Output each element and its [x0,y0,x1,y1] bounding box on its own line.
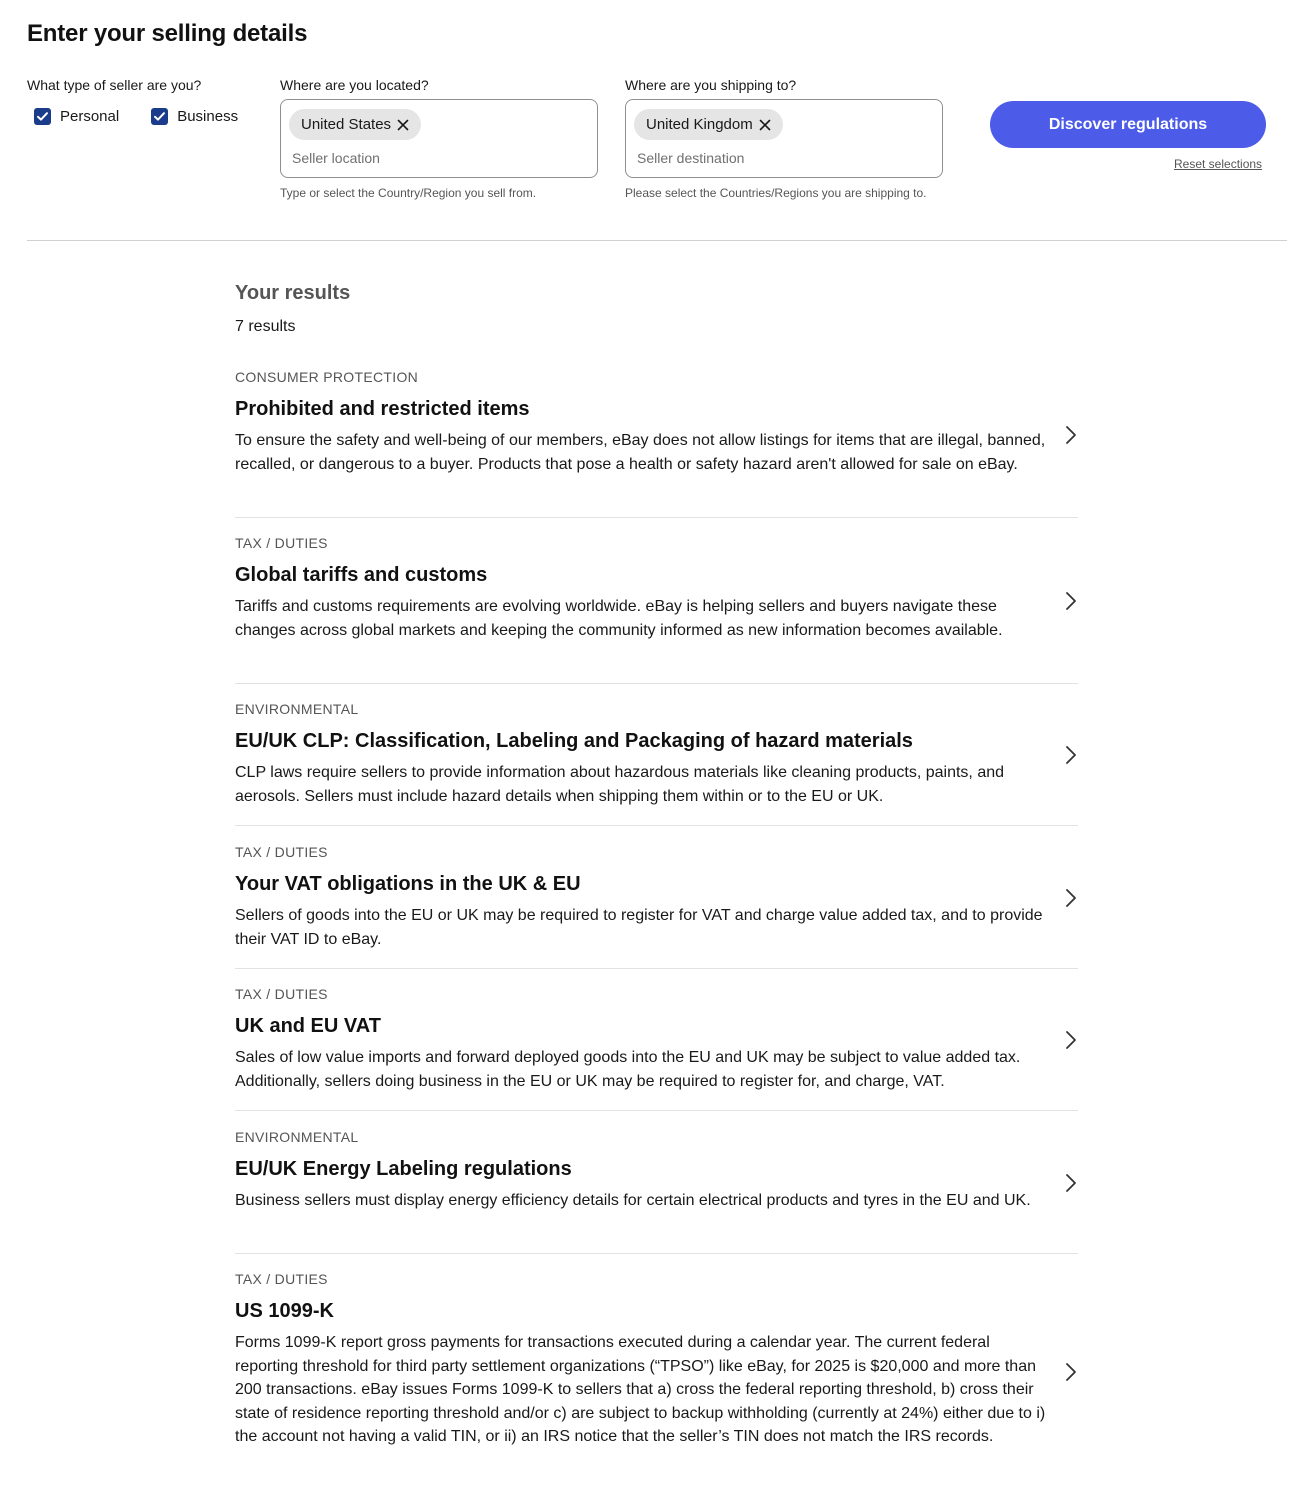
result-description: Tariffs and customs requirements are evolving worldwide. eBay is helping sellers and buyers navigate these changes across global markets and keeping the community informed as new information becomes available. [235,598,1003,639]
chevron-right-icon[interactable] [1064,1362,1078,1382]
seller-type-options [34,108,270,125]
result-description: To ensure the safety and well-being of our members, eBay does not allow listings for items that are illegal, banned, recalled, or dangerous to a buyer. Products that pose a health or safety hazard aren't allowed for sale on eBay. [235,432,1046,473]
reset-selections-link[interactable]: Reset selections [1174,157,1263,171]
result-description: CLP laws require sellers to provide information about hazardous materials like cleaning products, paints, and aerosols. Sellers must include hazard details when shipping them within or to the EU or UK. [235,764,1005,805]
shipping-chip[interactable] [634,109,783,140]
section-divider [27,240,1287,241]
shipping-helper: Please select the Countries/Regions you are shipping to. [625,186,927,200]
result-item[interactable] [235,534,1078,642]
shipping-input-placeholder[interactable]: Seller destination [637,150,745,166]
result-title: EU/UK Energy Labeling regulations [235,1158,572,1180]
result-separator [235,683,1078,684]
result-description: Sales of low value imports and forward deployed goods into the EU and UK may be subject to value added tax. Additionally, sellers doing business in the EU or UK may be required to register for, and charge, VAT. [235,1049,1021,1090]
discover-regulations-button[interactable]: Discover regulations [990,101,1266,148]
result-separator [235,517,1078,518]
result-description: Forms 1099-K report gross payments for transactions executed during a calendar year. The current federal reporting threshold for third party settlement organizations (“TPSO”) like eBay, for 2025 is $20,000 and more than 200 transactions. eBay issues Forms 1099-K to sellers that a) cross the federal reporting threshold, b) cross their state of residence reporting threshold and/or c) are subject to backup withholding (currently at 24%) either due to i) the account not having a valid TIN, or ii) an IRS notice that the seller’s TIN does not match the IRS records. [235,1334,1046,1446]
result-title: Global tariffs and customs [235,564,488,586]
page-title: Enter your selling details [27,20,308,47]
location-chip[interactable] [289,109,421,140]
result-title: EU/UK CLP: Classification, Labeling and Packaging of hazard materials [235,730,913,752]
result-separator [235,968,1078,969]
chevron-right-icon[interactable] [1064,888,1078,908]
personal-checkbox[interactable] [34,108,119,125]
shipping-label: Where are you shipping to? [625,77,797,93]
personal-checkbox-label: Personal [60,108,120,125]
shipping-chip-label: United Kingdom [646,116,753,133]
result-item[interactable] [235,700,1078,808]
checkbox-checked-icon [34,108,51,125]
remove-chip-icon[interactable] [759,119,771,131]
result-separator [235,1110,1078,1111]
result-category: ENVIRONMENTAL [235,701,359,717]
result-description: Business sellers must display energy efficiency details for certain electrical products and tyres in the EU and UK. [235,1192,1031,1209]
result-category: TAX / DUTIES [235,986,328,1002]
result-description: Sellers of goods into the EU or UK may be required to register for VAT and charge value added tax, and to provide their VAT ID to eBay. [235,907,1043,948]
result-category: ENVIRONMENTAL [235,1129,359,1145]
location-input-placeholder[interactable]: Seller location [292,150,380,166]
chevron-right-icon[interactable] [1064,745,1078,765]
business-checkbox-label: Business [177,108,239,125]
results-count: 7 results [235,318,296,335]
result-item[interactable] [235,985,1078,1093]
result-separator [235,825,1078,826]
remove-chip-icon[interactable] [397,119,409,131]
result-separator [235,1253,1078,1254]
chevron-right-icon[interactable] [1064,591,1078,611]
business-checkbox[interactable] [151,108,238,125]
result-title: Your VAT obligations in the UK & EU [235,873,581,895]
location-select[interactable] [280,99,598,178]
chevron-right-icon[interactable] [1064,425,1078,445]
location-label: Where are you located? [280,77,429,93]
location-helper: Type or select the Country/Region you sell from. [280,186,537,200]
result-item[interactable] [235,1270,1078,1449]
chevron-right-icon[interactable] [1064,1173,1078,1193]
result-category: TAX / DUTIES [235,1271,328,1287]
result-title: US 1099-K [235,1300,334,1322]
result-item[interactable] [235,368,1078,476]
shipping-select[interactable] [625,99,943,178]
chevron-right-icon[interactable] [1064,1030,1078,1050]
result-item[interactable] [235,1128,1078,1213]
checkbox-checked-icon [151,108,168,125]
result-category: CONSUMER PROTECTION [235,369,419,385]
result-title: Prohibited and restricted items [235,398,530,420]
result-item[interactable] [235,843,1078,951]
location-chip-label: United States [301,116,392,133]
seller-type-label: What type of seller are you? [27,77,202,93]
results-title: Your results [235,282,351,304]
result-category: TAX / DUTIES [235,844,328,860]
result-category: TAX / DUTIES [235,535,328,551]
result-title: UK and EU VAT [235,1015,381,1037]
